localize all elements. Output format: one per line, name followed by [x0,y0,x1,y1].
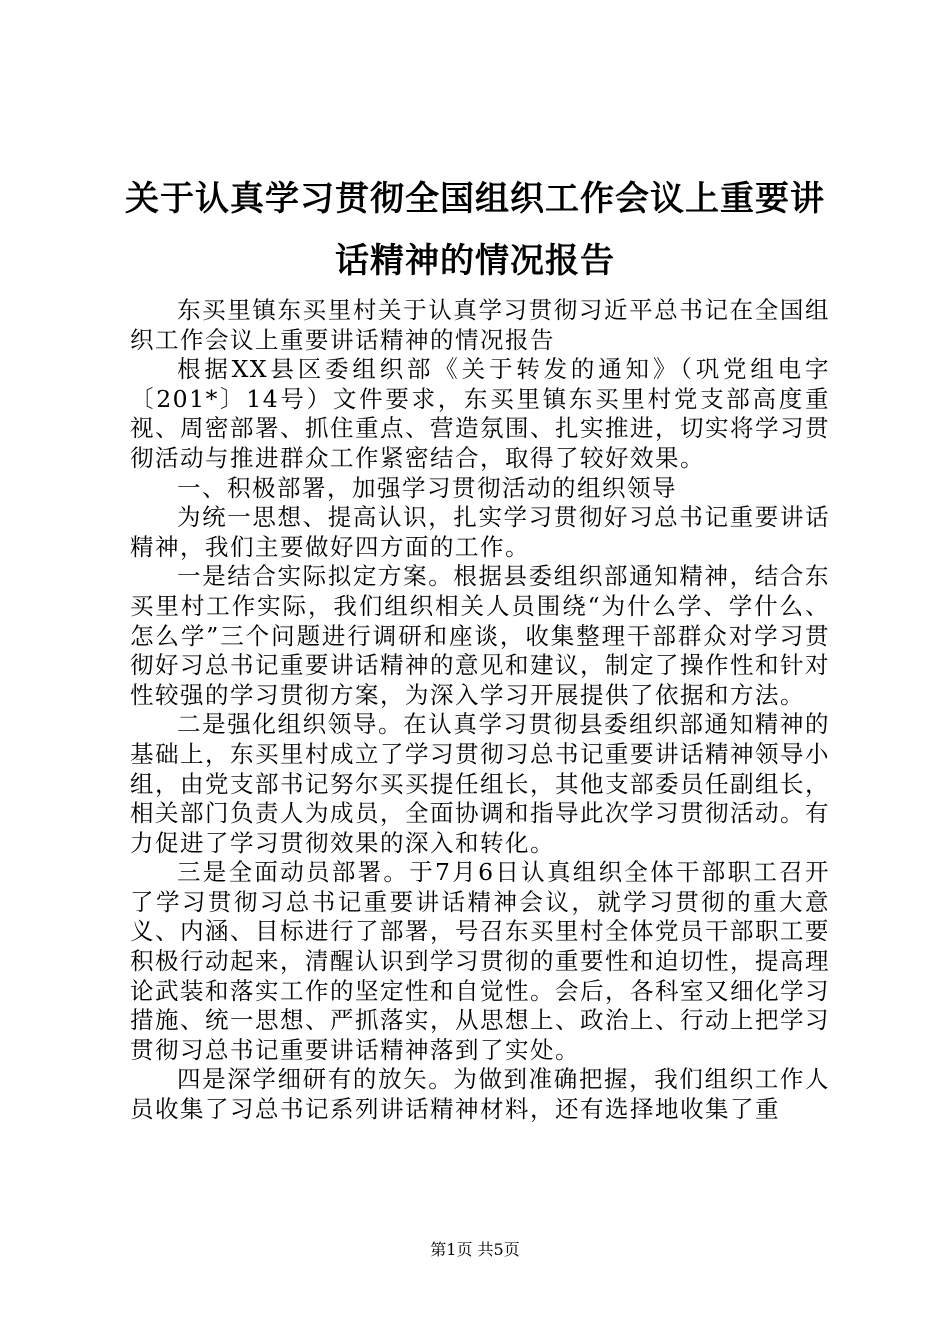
paragraph-item-3: 三是全面动员部署。于7月6日认真组织全体干部职工召开了学习贯彻习总书记重要讲话精神会议，就学习贯彻的重大意义、内涵、目标进行了部署，号召东买里村全体党员干部职工要积极行动起来，清醒认识到学习贯彻的重要性和迫切性，提高理论武装和落实工作的坚定性和自觉性。会后，各科室又细化学习措施、统一思想、严抓落实，从思想上、政治上、行动上把学习贯彻习总书记重要讲话精神落到了实处。 [130,858,830,1064]
paragraph-item-2: 二是强化组织领导。在认真学习贯彻县委组织部通知精神的基础上，东买里村成立了学习贯彻习总书记重要讲话精神领导小组，由党支部书记努尔买买提任组长，其他支部委员任副组长，相关部门负责人为成员，全面协调和指导此次学习贯彻活动。有力促进了学习贯彻效果的深入和转化。 [130,710,830,857]
document-title: 关于认真学习贯彻全国组织工作会议上重要讲话精神的情况报告 [125,179,825,281]
document-body [130,296,830,1125]
page-number-footer: 第1页 共5页 [430,1240,520,1259]
paragraph-intro: 为统一思想、提高认识，扎实学习贯彻好习总书记重要讲话精神，我们主要做好四方面的工作。 [130,503,830,561]
paragraph-item-4: 四是深学细研有的放矢。为做到准确把握，我们组织工作人员收集了习总书记系列讲话精神材料，还有选择地收集了重 [130,1065,830,1124]
paragraph-item-1: 一是结合实际拟定方案。根据县委组织部通知精神，结合东买里村工作实际，我们组织相关人员围绕“为什么学、学什么、怎么学”三个问题进行调研和座谈，收集整理干部群众对学习贯彻好习总书记重要讲话精神的意见和建议，制定了操作性和针对性较强的学习贯彻方案，为深入学习开展提供了依据和方法。 [130,562,830,709]
paragraph-report-subject: 东买里镇东买里村关于认真学习贯彻习近平总书记在全国组织工作会议上重要讲话精神的情况报告 [130,296,830,354]
section-heading-1: 一、积极部署，加强学习贯彻活动的组织领导 [177,473,677,502]
paragraph-background: 根据XX县区委组织部《关于转发的通知》（巩党组电字〔201*〕14号）文件要求，东买里镇东买里村党支部高度重视、周密部署、抓住重点、营造氛围、扎实推进，切实将学习贯彻活动与推进群众工作紧密结合，取得了较好效果。 [130,355,830,472]
